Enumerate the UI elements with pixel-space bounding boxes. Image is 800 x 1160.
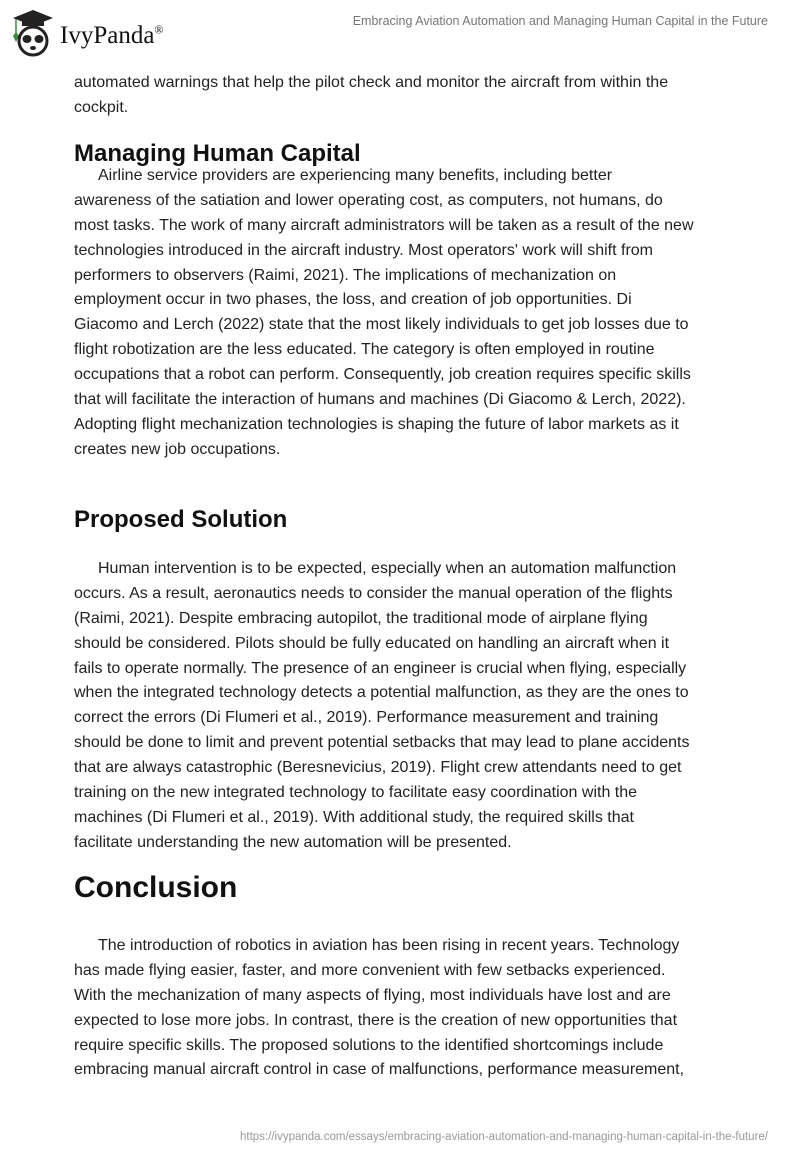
intro-paragraph [74, 71, 764, 121]
text-line: automated warnings that help the pilot check and monitor the aircraft from within the [74, 74, 669, 91]
text-line: flight robotization are the less educated. The category is often employed in routine [74, 341, 655, 359]
paragraph [74, 934, 764, 1083]
text-line: embracing manual aircraft control in case of malfunctions, performance measurement, [74, 1061, 685, 1079]
text-line: (Raimi, 2021). Despite embracing autopilot, the traditional mode of airplane flying [74, 609, 648, 627]
text-line: occurs. As a result, aeronautics needs to consider the manual operation of the flights [74, 584, 673, 602]
paragraph [74, 164, 764, 463]
document-title: Embracing Aviation Automation and Managing Human Capital in the Future [352, 14, 768, 28]
text-line: employment occur in two phases, the loss, and creation of job opportunities. Di [74, 291, 632, 309]
text-line: facilitate understanding the new automation will be presented. [74, 833, 512, 851]
brand-name: IvyPanda [60, 22, 155, 49]
text-line: training on the new integrated technology to facilitate easy coordination with the [74, 784, 638, 802]
text-line: fails to operate normally. The presence of an engineer is crucial when flying, especially [74, 659, 687, 677]
text-line: when the integrated technology detects a potential malfunction, as they are the ones to [74, 684, 689, 702]
text-line: Human intervention is to be expected, especially when an automation malfunction [98, 560, 677, 577]
text-line: awareness of the satiation and lower operating cost, as computers, not humans, do [74, 191, 663, 209]
text-line: require specific skills. The proposed solutions to the identified shortcomings include [74, 1036, 664, 1054]
registered-mark: ® [154, 22, 164, 37]
paragraph [74, 557, 764, 856]
text-line: that will facilitate the interaction of humans and machines (Di Giacomo & Lerch, 2022). [74, 391, 686, 409]
source-url-link[interactable]: https://ivypanda.com/essays/embracing-aviation-automation-and-managing-human-capital-in-the-future/ [240, 1131, 768, 1143]
text-line: Giacomo and Lerch (2022) state that the most likely individuals to get job losses due to [74, 316, 689, 334]
text-line: expected to lose more jobs. In contrast, there is the creation of new opportunities that [74, 1011, 678, 1029]
ivypanda-logo[interactable] [12, 8, 164, 58]
panda-graduate-icon [12, 8, 54, 58]
text-line: technologies introduced in the aircraft industry. Most operators' work will shift from [74, 241, 653, 259]
text-line: With the mechanization of many aspects of flying, most individuals have lost and are [74, 986, 671, 1004]
text-line: cockpit. [74, 98, 129, 116]
text-line: most tasks. The work of many aircraft administrators will be taken as a result of the new [74, 216, 694, 234]
text-line: performers to observers (Raimi, 2021). The implications of mechanization on [74, 266, 617, 284]
text-line: should be considered. Pilots should be fully educated on handling an aircraft when it [74, 634, 670, 652]
text-line: The introduction of robotics in aviation has been rising in recent years. Technology [98, 937, 680, 954]
text-line: correct the errors (Di Flumeri et al., 2019). Performance measurement and training [74, 709, 659, 727]
section-heading: Managing Human Capital [74, 140, 361, 167]
section-heading: Conclusion [74, 871, 238, 904]
text-line: occupations that a robot can perform. Consequently, job creation requires specific skills [74, 366, 691, 384]
text-line: should be done to limit and prevent potential setbacks that may lead to plane accidents [74, 734, 690, 752]
text-line: Adopting flight mechanization technologies is shaping the future of labor markets as it [74, 415, 679, 433]
text-line: that are always catastrophic (Beresnevicius, 2019). Flight crew attendants need to get [74, 759, 682, 777]
text-line: has made flying easier, faster, and more convenient with few setbacks experienced. [74, 961, 666, 979]
text-line: machines (Di Flumeri et al., 2019). With additional study, the required skills that [74, 808, 634, 826]
text-line: Airline service providers are experiencing many benefits, including better [98, 167, 613, 184]
text-line: creates new job occupations. [74, 440, 281, 458]
section-heading: Proposed Solution [74, 506, 288, 533]
